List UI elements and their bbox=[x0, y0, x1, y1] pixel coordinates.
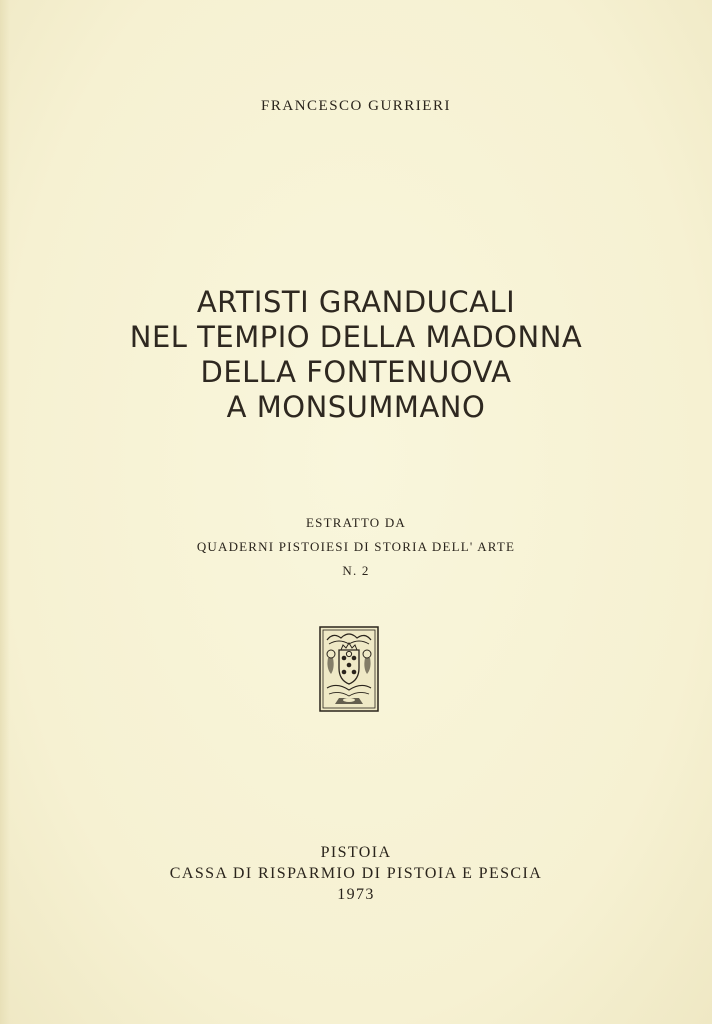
title-line-1: ARTISTI GRANDUCALI bbox=[196, 285, 516, 319]
title-line-4: A MONSUMMANO bbox=[226, 390, 486, 424]
title-line-2: NEL TEMPIO DELLA MADONNA bbox=[129, 320, 583, 354]
book-title bbox=[0, 285, 712, 425]
coat-of-arms-emblem-icon bbox=[319, 626, 379, 712]
series-name: QUADERNI PISTOIESI DI STORIA DELL' ARTE bbox=[196, 539, 516, 554]
publisher-name: CASSA DI RISPARMIO DI PISTOIA E PESCIA bbox=[169, 865, 543, 882]
extract-info bbox=[0, 511, 712, 583]
publisher-info bbox=[0, 842, 712, 905]
author-name: FRANCESCO GURRIERI bbox=[261, 98, 451, 114]
extract-label: ESTRATTO DA bbox=[306, 515, 406, 530]
title-line-3: DELLA FONTENUOVA bbox=[200, 355, 512, 389]
publisher-city: PISTOIA bbox=[320, 844, 392, 861]
publication-year: 1973 bbox=[337, 886, 375, 903]
series-number: N. 2 bbox=[342, 563, 370, 578]
